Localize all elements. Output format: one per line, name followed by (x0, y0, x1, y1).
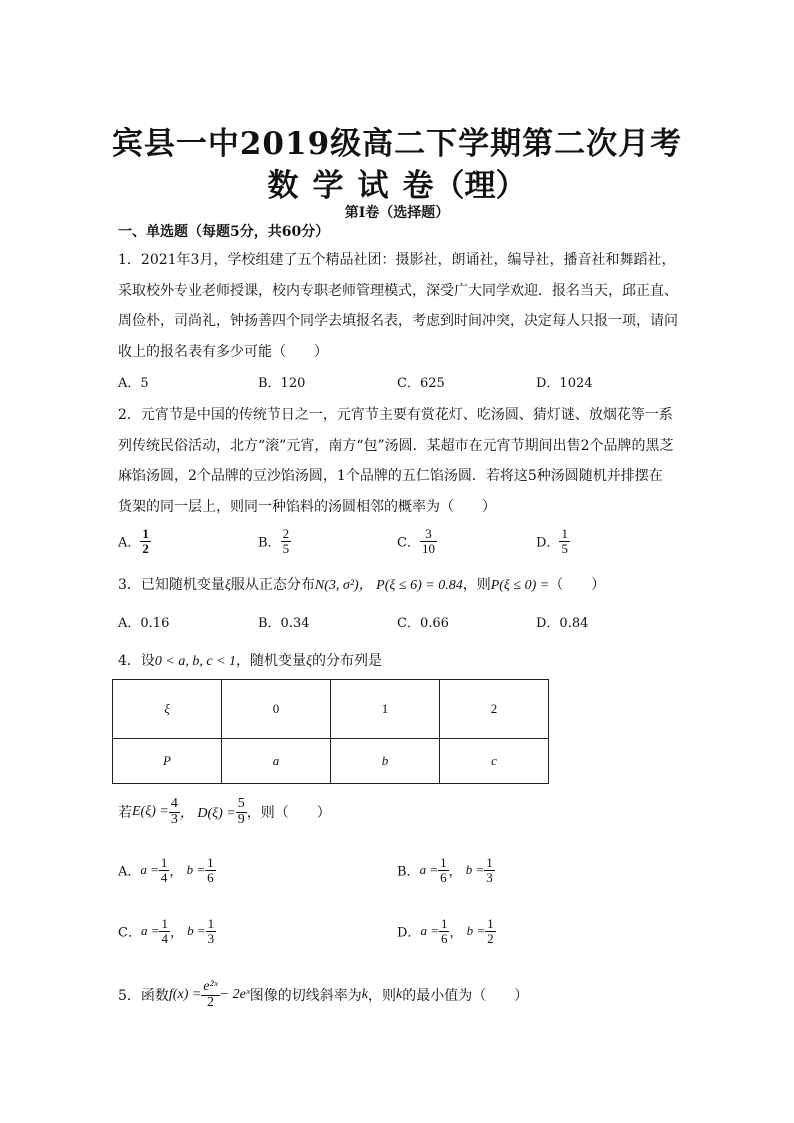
subtitle-char: 数 (267, 168, 313, 204)
q4-text: 4．设 (118, 653, 155, 669)
q4-text: ，随机变量 (236, 653, 307, 669)
option-label: A． (118, 535, 141, 551)
q5-text: 的最小值为（ ） (402, 988, 529, 1005)
q3-target: P(ξ ≤ 0) = (490, 578, 550, 593)
fraction (206, 917, 217, 945)
q4-option-a[interactable]: A．a = $\frac{1}{4}$ ， b = $\frac{1}{6}$ (118, 855, 214, 885)
numerator: 1 (486, 855, 493, 870)
fraction (205, 856, 216, 884)
fraction (159, 856, 170, 884)
fraction (159, 917, 170, 945)
question-4 (118, 650, 382, 670)
option-label: C． (397, 535, 420, 551)
fraction (420, 527, 437, 555)
q4-xi: ξ (306, 654, 313, 669)
fraction (438, 856, 449, 884)
section-heading: 一、单选题（每题5分，共60分） (118, 224, 330, 240)
option-label: D． (536, 535, 560, 551)
question-3 (118, 574, 605, 594)
table-cell: ξ (113, 680, 222, 739)
numerator: 1 (207, 916, 215, 931)
a-eq: a = (419, 862, 439, 878)
denominator: 3 (486, 869, 493, 885)
denominator: 2 (142, 540, 149, 556)
numerator: 1 (487, 916, 494, 931)
b-eq: b = (466, 923, 486, 939)
denominator: 3 (207, 930, 215, 946)
q2-option-b[interactable] (258, 527, 291, 555)
fraction (439, 917, 450, 945)
q3-xi: ξ (224, 578, 231, 593)
q4-variance-label: ， D(ξ) = (179, 806, 236, 822)
denominator: 3 (170, 811, 178, 827)
q2-option-a[interactable] (118, 527, 151, 555)
table-cell: 2 (440, 680, 549, 739)
numerator: 4 (170, 796, 178, 811)
exam-subtitle (0, 160, 794, 205)
q1-line: 收上的报名表有多少可能（ ） (118, 343, 328, 360)
fraction (169, 797, 180, 827)
option-label: C． (118, 925, 141, 941)
numerator: 5 (237, 796, 245, 811)
a-eq: a = (140, 923, 160, 939)
q2-line: 货架的同一层上，则同一种馅料的汤圆相邻的概率为（ ） (118, 498, 496, 515)
q4-expectation-label: E(ξ) = (132, 804, 169, 820)
a-eq: a = (140, 862, 159, 878)
numerator: 1 (207, 855, 214, 870)
denominator: 4 (161, 930, 168, 946)
subtitle-char: 卷 (402, 168, 434, 204)
denominator: 6 (207, 869, 214, 885)
q4-text: ，则（ ） (246, 805, 331, 822)
denominator: 6 (440, 869, 447, 885)
table-row (113, 680, 549, 739)
denominator: 5 (561, 540, 568, 556)
denominator: 5 (282, 540, 290, 556)
denominator: 4 (160, 869, 168, 885)
q2-line: 列传统民俗活动，北方“滚”元宵，南方“包”汤圆．某超市在元宵节期间出售2个品牌的黑芝 (118, 437, 674, 454)
q3-option-b[interactable]: B．0.34 (258, 616, 310, 631)
q5-k: k (361, 987, 369, 1003)
q2-line: 2．元宵节是中国的传统节日之一，元宵节主要有赏花灯、吃汤圆、猜灯谜、放烟花等一系 (118, 407, 673, 423)
q1-option-c[interactable]: C．625 (397, 376, 445, 391)
subtitle-char: 学 (312, 168, 358, 204)
q4-option-d[interactable]: D．a = $\frac{1}{6}$ ， b = $\frac{1}{2}$ (397, 916, 494, 946)
q1-option-b[interactable]: B．120 (258, 376, 306, 391)
q1-option-d[interactable]: D．1024 (536, 376, 593, 391)
q2-options (118, 527, 718, 567)
subtitle-char: 试 (357, 168, 403, 204)
option-label: B． (258, 535, 281, 551)
table-cell: b (331, 739, 440, 784)
q3-condition: ， P(ξ ≤ 6) = 0.84 (358, 578, 463, 593)
table-cell: c (440, 739, 549, 784)
b-eq: b = (186, 862, 206, 878)
numerator: 1 (440, 855, 447, 870)
q5-text: ，则 (368, 988, 397, 1005)
fraction (485, 917, 496, 945)
fraction (559, 527, 570, 555)
q5-text: 5．函数 (118, 988, 169, 1005)
fraction (236, 797, 247, 827)
q3-options (118, 612, 718, 636)
b-eq: b = (187, 923, 206, 939)
question-2 (118, 400, 684, 522)
numerator: 1 (160, 855, 168, 870)
table-cell: P (113, 739, 222, 784)
option-label: A． (118, 864, 141, 880)
b-eq: b = (465, 862, 485, 878)
q5-k: k (396, 987, 403, 1003)
exam-title: 宾县一中2019级高二下学期第二次月考 (111, 126, 683, 162)
q3-option-d[interactable]: D．0.84 (536, 616, 589, 631)
q1-line: 1．2021年3月，学校组建了五个精品社团：摄影社，朗诵社，编导社，播音社和舞蹈社， (118, 252, 676, 268)
table-cell: 0 (222, 680, 331, 739)
q2-option-d[interactable] (536, 527, 570, 555)
q1-line: 周俭朴，司尚礼，钟扬善四个同学去填报名表，考虑到时间冲突，决定每人只报一项，请问 (118, 313, 678, 329)
numerator: 1 (142, 526, 149, 541)
denominator: 9 (237, 811, 245, 827)
table-cell: a (222, 739, 331, 784)
numerator: 1 (161, 916, 168, 931)
denominator: 10 (421, 540, 435, 556)
q5-function: f(x) = (168, 987, 202, 1003)
option-label: B． (397, 864, 420, 880)
fraction (484, 856, 495, 884)
q4-text: 若 (118, 805, 132, 822)
denominator: 2 (206, 994, 214, 1010)
q3-option-c[interactable]: C．0.66 (397, 616, 449, 631)
fraction (140, 527, 151, 555)
volume-label: 第Ⅰ卷（选择题） (344, 205, 450, 221)
numerator: 2 (282, 526, 290, 541)
q1-options (118, 372, 718, 396)
numerator: e²ˣ (203, 979, 218, 994)
q3-text: ，则 (462, 577, 491, 593)
q2-option-c[interactable] (397, 527, 437, 555)
q1-option-a[interactable]: A．5 (118, 376, 149, 391)
denominator: 6 (440, 930, 448, 946)
table-row (113, 739, 549, 784)
q4-condition: 0 < a, b, c < 1 (154, 654, 237, 669)
q2-line: 麻馅汤圆，2个品牌的豆沙馅汤圆，1个品牌的五仁馅汤圆．若将这5种汤圆随机并排摆在 (118, 468, 663, 484)
fraction (201, 980, 219, 1010)
fraction (281, 527, 292, 555)
question-5 (118, 980, 528, 1010)
q5-text: 图像的切线斜率为 (249, 988, 362, 1005)
subtitle-suffix: （理） (433, 168, 527, 204)
numerator: 3 (420, 527, 437, 542)
a-eq: a = (420, 923, 439, 939)
q3-paren: （ ） (549, 577, 606, 593)
q3-option-a[interactable]: A．0.16 (118, 616, 170, 631)
numerator: 1 (561, 526, 568, 541)
distribution-table (112, 679, 549, 784)
q1-line: 采取校外专业老师授课，校内专职老师管理模式，深受广大同学欢迎．报名当天，邱正直、 (118, 282, 678, 299)
q3-text: 服从正态分布 (230, 577, 315, 593)
question-1 (118, 245, 684, 367)
option-label: D． (397, 925, 421, 941)
q4-option-c[interactable]: C．a = $\frac{1}{4}$ ， b = $\frac{1}{3}$ (118, 916, 215, 946)
q5-function-rest: − 2eˣ (219, 987, 250, 1003)
denominator: 2 (487, 930, 494, 946)
q4-option-b[interactable]: B．a = $\frac{1}{6}$ ， b = $\frac{1}{3}$ (397, 855, 493, 885)
table-cell: 1 (331, 680, 440, 739)
q4-text: 的分布列是 (312, 653, 383, 669)
q4-given (118, 797, 331, 827)
numerator: 1 (440, 916, 448, 931)
q3-text: 3．已知随机变量 (118, 577, 225, 593)
q3-distribution: N(3, σ²) (314, 578, 359, 593)
